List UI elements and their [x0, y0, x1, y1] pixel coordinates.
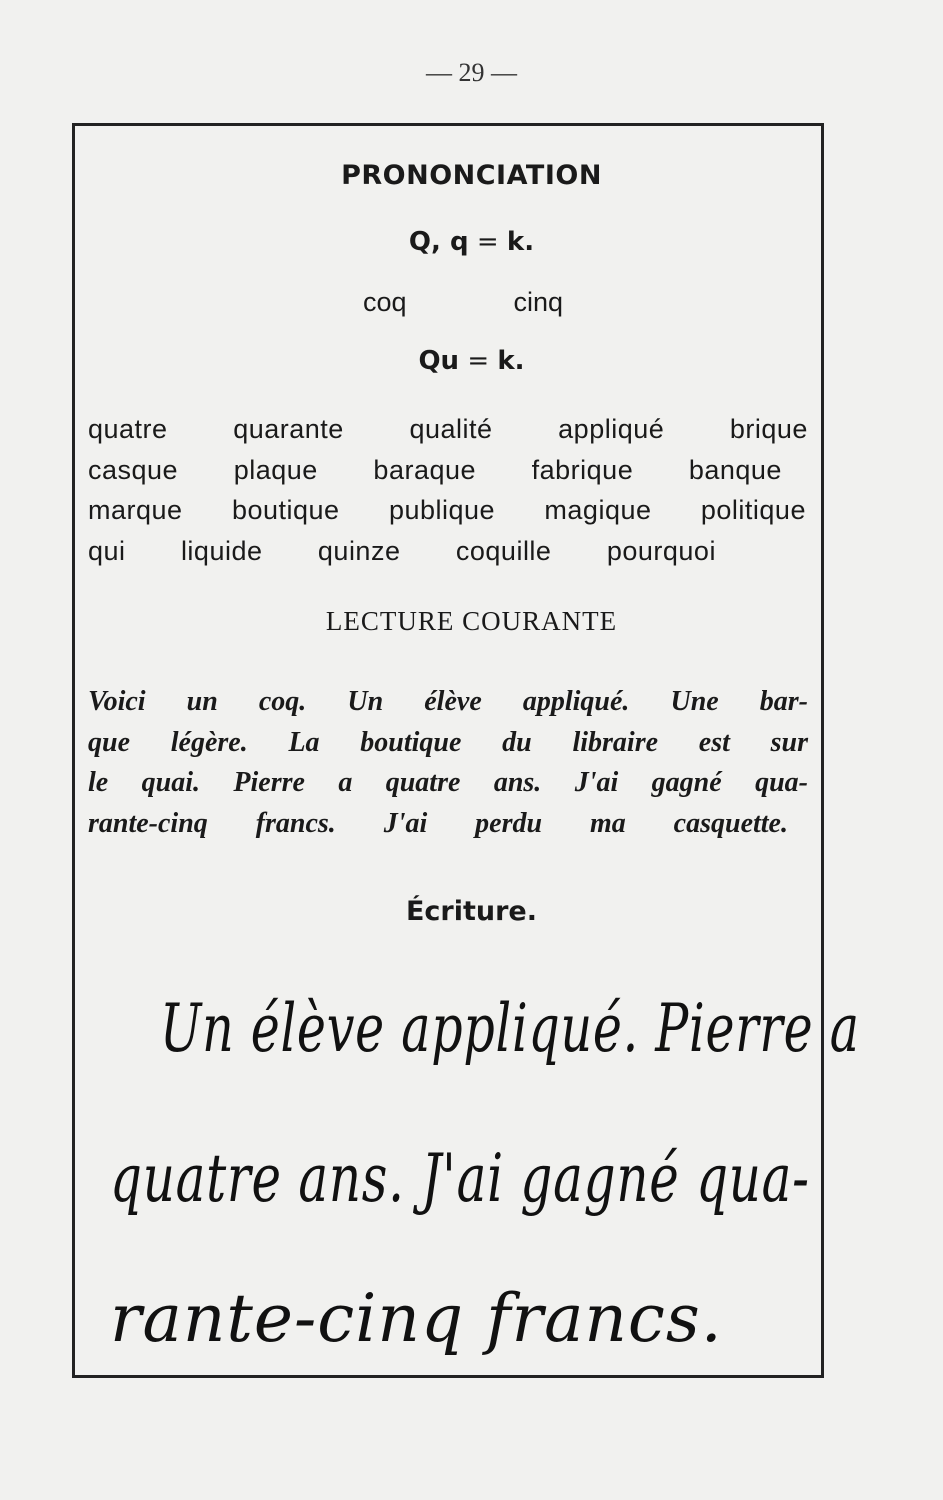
word: qui: [88, 536, 126, 566]
word: appliqué: [558, 414, 665, 444]
word-line-2: [88, 455, 782, 486]
word: publique: [388, 495, 496, 525]
examples-q: [363, 287, 563, 318]
pronunciation-heading: PRONONCIATION: [341, 160, 602, 191]
handwriting-line-3: rante-cinq francs.: [110, 1280, 723, 1357]
example-word: cinq: [513, 287, 563, 317]
word: liquide: [180, 536, 263, 566]
word-line-4: [88, 536, 716, 567]
reading-line-2: que légère. La boutique du libraire est sur: [88, 727, 808, 758]
reading-line-3: le quai. Pierre a quatre ans. J'ai gagné qua-: [88, 767, 808, 798]
page-number: — 29 —: [426, 58, 517, 87]
rule-q: [0, 227, 943, 257]
rule-q-letters: Q, q: [408, 227, 469, 257]
handwriting-line-1: Un élève appliqué. Pierre a: [160, 990, 860, 1067]
word: baraque: [373, 455, 477, 485]
word: fabrique: [531, 455, 634, 485]
word-line-3: [88, 495, 806, 526]
word: coquille: [455, 536, 552, 566]
word: marque: [88, 495, 183, 525]
word: quinze: [317, 536, 401, 566]
handwriting-line-2: quatre ans. J'ai gagné qua-: [110, 1140, 810, 1217]
lecture-heading: LECTURE COURANTE: [325, 606, 618, 636]
equals-sign: =: [476, 227, 507, 257]
word: casque: [88, 455, 179, 485]
rule-q-sound: k.: [506, 227, 535, 257]
word: quarante: [233, 414, 344, 444]
word: quatre: [88, 414, 168, 444]
example-word: coq: [363, 287, 407, 317]
word: politique: [700, 495, 806, 525]
ecriture-heading: Écriture.: [405, 896, 538, 927]
word: brique: [729, 414, 808, 444]
word: banque: [688, 455, 782, 485]
word: plaque: [233, 455, 318, 485]
word: pourquoi: [606, 536, 716, 566]
word: boutique: [231, 495, 340, 525]
reading-line-1: Voici un coq. Un élève appliqué. Une bar-: [88, 686, 808, 717]
rule-qu: [0, 346, 943, 376]
rule-qu-letters: Qu: [418, 346, 460, 376]
word-line-1: [88, 414, 808, 445]
word: qualité: [409, 414, 493, 444]
reading-line-4: rante-cinq francs. J'ai perdu ma casquette.: [88, 808, 788, 839]
rule-qu-sound: k.: [497, 346, 525, 376]
equals-sign: =: [467, 346, 498, 376]
word: magique: [544, 495, 652, 525]
